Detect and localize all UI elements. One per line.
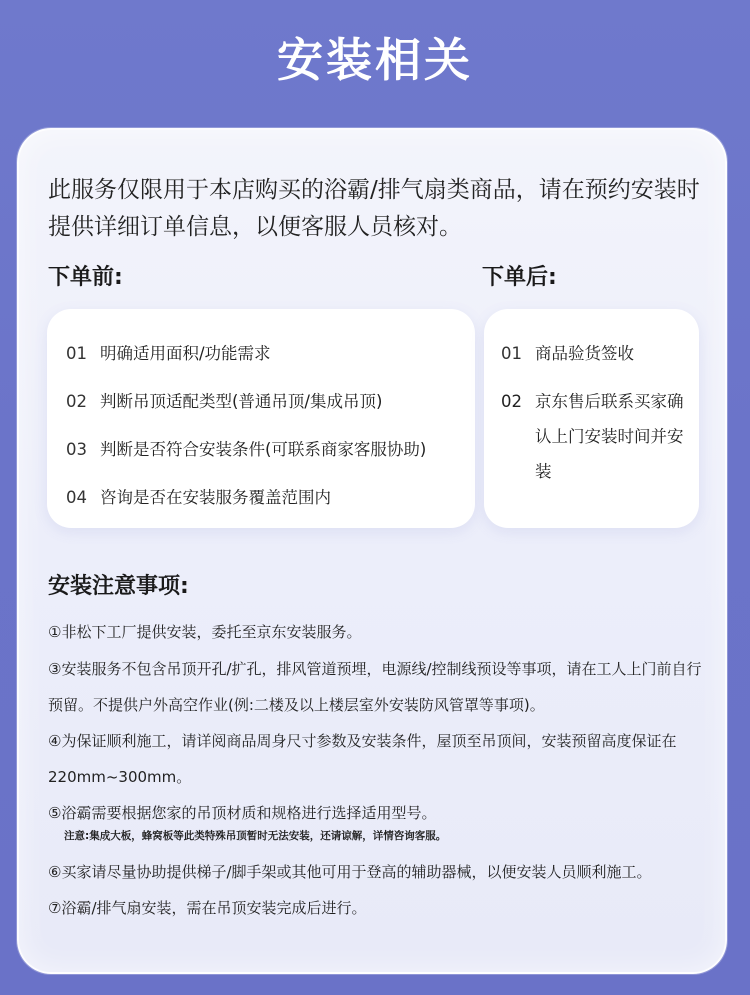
before-item	[66, 342, 271, 366]
after-item-number: 02	[501, 392, 522, 411]
after-item-text: 京东售后联系买家确认上门安装时间并安装	[535, 392, 684, 481]
page-title: 安装相关	[277, 33, 473, 87]
after-item-number: 01	[501, 344, 522, 363]
before-item	[66, 486, 331, 510]
note-item: ①非松下工厂提供安装，委托至京东安装服务。	[48, 623, 362, 641]
before-item	[66, 390, 382, 414]
after-order-heading: 下单后:	[482, 265, 557, 290]
before-item	[66, 438, 426, 462]
note-item: ⑤浴霸需要根据您家的吊顶材质和规格进行选择适用型号。	[48, 804, 437, 822]
before-item-text: 判断吊顶适配类型(普通吊顶/集成吊顶)	[100, 392, 383, 411]
before-item-text: 判断是否符合安装条件(可联系商家客服协助)	[100, 440, 427, 459]
note-item: ④为保证顺利施工，请详阅商品周身尺寸参数及安装条件，屋顶至吊顶间，安装预留高度保证在220mm~300mm。	[48, 732, 677, 786]
before-item-number: 03	[66, 440, 87, 459]
note-item: ⑥买家请尽量协助提供梯子/脚手架或其他可用于登高的辅助器械，以便安装人员顺利施工。	[48, 863, 652, 881]
note-item: ⑦浴霸/排气扇安装，需在吊顶安装完成后进行。	[48, 899, 367, 917]
special-ceiling-note: 注意:集成大板，蜂窝板等此类特殊吊顶暂时无法安装，还请谅解，详情咨询客服。	[64, 830, 447, 842]
before-item-text: 明确适用面积/功能需求	[100, 344, 271, 363]
intro-text: 此服务仅限用于本店购买的浴霸/排气扇类商品，请在预约安装时提供详细订单信息，以便客服人员核对。	[48, 177, 700, 240]
before-item-text: 咨询是否在安装服务覆盖范围内	[100, 488, 331, 507]
notes-heading: 安装注意事项:	[48, 574, 189, 599]
content-card	[17, 128, 727, 974]
before-item-number: 02	[66, 392, 87, 411]
before-item-number: 04	[66, 488, 87, 507]
after-item	[501, 390, 691, 500]
before-item-number: 01	[66, 344, 87, 363]
after-item	[501, 342, 634, 366]
before-order-heading: 下单前:	[48, 265, 123, 290]
note-item: ③安装服务不包含吊顶开孔/扩孔，排风管道预埋，电源线/控制线预设等事项，请在工人上门前自行预留。不提供户外高空作业(例:二楼及以上楼层室外安装防风管罩等事项)。	[48, 660, 702, 714]
after-item-text: 商品验货签收	[535, 344, 634, 363]
